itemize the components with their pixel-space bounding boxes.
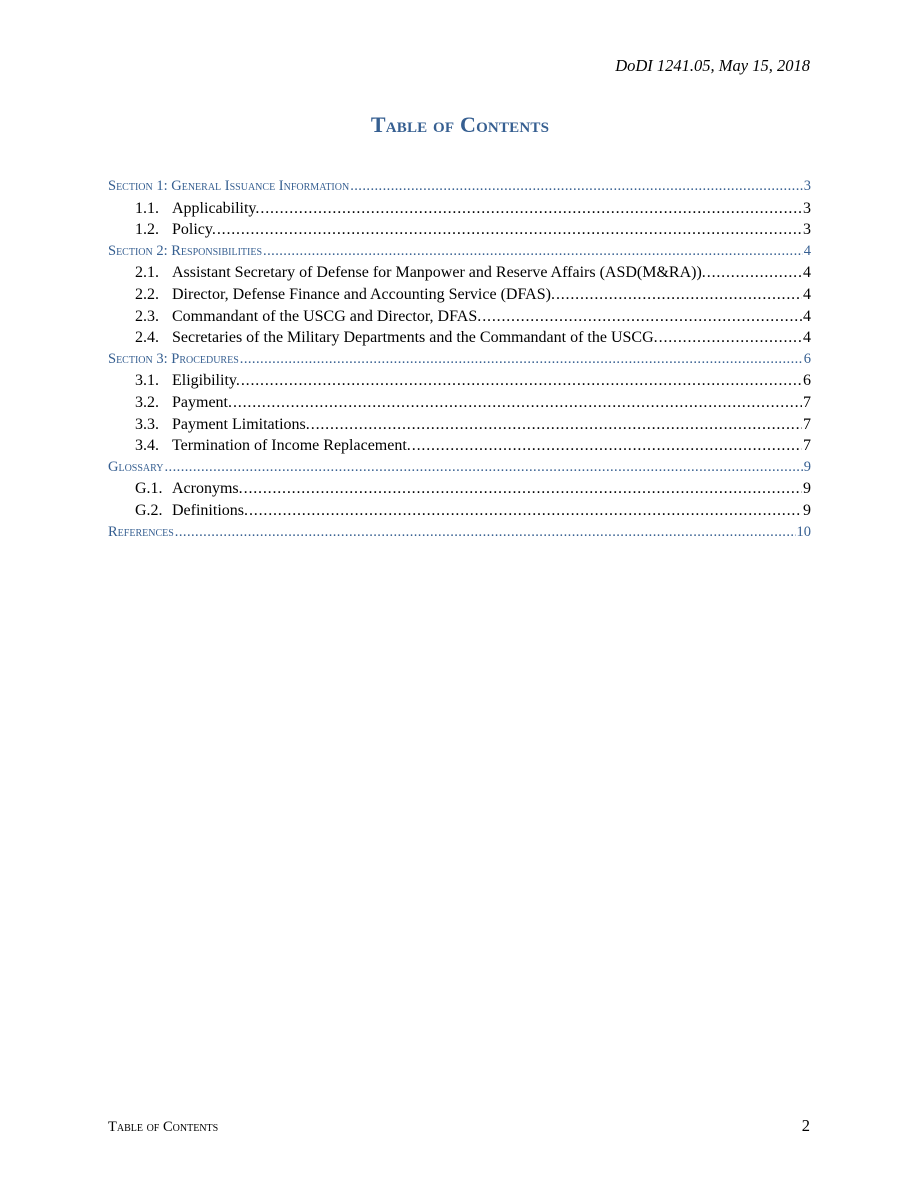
toc-entry-text: Secretaries of the Military Departments and the Commandant of the USCG. bbox=[172, 329, 658, 347]
toc-entry-text: Payment. bbox=[172, 393, 232, 411]
toc-title: Table of Contents bbox=[370, 112, 550, 137]
toc-entry-label bbox=[135, 372, 240, 390]
toc-section-link[interactable] bbox=[108, 243, 811, 265]
toc-dot-leader bbox=[659, 329, 802, 347]
toc-page-number: 4 bbox=[803, 307, 811, 325]
toc-page-number: 9 bbox=[803, 458, 811, 475]
toc-entry-number: 2.3. bbox=[135, 307, 159, 325]
toc-entry-label bbox=[108, 459, 164, 476]
toc-entry-label bbox=[135, 502, 248, 520]
toc-entry-text: Section 3: Procedures bbox=[108, 350, 239, 367]
toc-page-number: 4 bbox=[803, 242, 811, 259]
toc-page-number: 7 bbox=[803, 393, 811, 411]
toc-entry-number: 3.4. bbox=[135, 437, 159, 455]
toc-dot-leader bbox=[165, 459, 803, 476]
toc-page-number: 6 bbox=[803, 372, 811, 390]
toc-dot-leader bbox=[240, 351, 803, 368]
toc-entry-text: Termination of Income Replacement. bbox=[172, 437, 411, 455]
toc-subsection-link[interactable] bbox=[108, 221, 811, 243]
toc-entry-label bbox=[108, 524, 174, 541]
toc-subsection-link[interactable] bbox=[108, 264, 811, 286]
toc-entry-number: G.1. bbox=[135, 480, 163, 498]
toc-entry-label bbox=[135, 416, 310, 434]
toc-page-number: 7 bbox=[803, 415, 811, 433]
toc-subsection-link[interactable] bbox=[108, 437, 811, 459]
toc-dot-leader bbox=[412, 437, 802, 455]
toc-page-number: 3 bbox=[803, 221, 811, 239]
toc-subsection-link[interactable] bbox=[108, 372, 811, 394]
table-of-contents bbox=[108, 178, 811, 545]
toc-section-link[interactable] bbox=[108, 351, 811, 373]
toc-page-number: 4 bbox=[803, 329, 811, 347]
toc-subsection-link[interactable] bbox=[108, 329, 811, 351]
toc-entry-text: Applicability. bbox=[172, 199, 260, 217]
toc-entry-label bbox=[135, 200, 259, 218]
toc-entry-text: References bbox=[108, 523, 174, 540]
toc-page-number: 6 bbox=[803, 350, 811, 367]
toc-section-link[interactable] bbox=[108, 178, 811, 200]
toc-subsection-link[interactable] bbox=[108, 480, 811, 502]
toc-entry-number: 2.4. bbox=[135, 329, 159, 347]
toc-page-number: 4 bbox=[803, 264, 811, 282]
toc-entry-number: G.2. bbox=[135, 501, 163, 519]
toc-entry-label bbox=[135, 394, 232, 412]
document-header: DoDI 1241.05, May 15, 2018 bbox=[615, 56, 810, 75]
toc-subsection-link[interactable] bbox=[108, 308, 811, 330]
toc-dot-leader bbox=[556, 286, 802, 304]
toc-entry-text: Eligibility. bbox=[172, 372, 240, 390]
toc-page-number: 9 bbox=[803, 501, 811, 519]
toc-page-number: 10 bbox=[796, 523, 811, 540]
toc-subsection-link[interactable] bbox=[108, 286, 811, 308]
toc-dot-leader bbox=[217, 221, 802, 239]
toc-page-number: 7 bbox=[803, 437, 811, 455]
toc-section-link[interactable] bbox=[108, 524, 811, 546]
toc-dot-leader bbox=[249, 502, 802, 520]
toc-entry-text: Director, Defense Finance and Accounting Service (DFAS). bbox=[172, 285, 555, 303]
toc-entry-text: Glossary bbox=[108, 458, 164, 475]
toc-entry-label bbox=[135, 329, 658, 347]
toc-entry-number: 3.1. bbox=[135, 372, 159, 390]
toc-entry-number: 3.2. bbox=[135, 393, 159, 411]
toc-page-number: 4 bbox=[803, 285, 811, 303]
toc-entry-label bbox=[135, 286, 555, 304]
toc-entry-number: 1.1. bbox=[135, 199, 159, 217]
toc-entry-text: Section 1: General Issuance Information bbox=[108, 178, 350, 194]
toc-entry-label bbox=[108, 243, 262, 260]
toc-entry-label bbox=[108, 178, 349, 195]
toc-dot-leader bbox=[260, 200, 802, 218]
toc-entry-number: 2.1. bbox=[135, 264, 159, 282]
toc-entry-number: 3.3. bbox=[135, 415, 159, 433]
toc-page-number: 3 bbox=[803, 199, 811, 217]
toc-entry-label bbox=[135, 221, 216, 239]
toc-subsection-link[interactable] bbox=[108, 394, 811, 416]
toc-subsection-link[interactable] bbox=[108, 416, 811, 438]
toc-entry-label bbox=[135, 480, 243, 498]
toc-dot-leader bbox=[244, 480, 802, 498]
toc-dot-leader bbox=[350, 178, 803, 195]
toc-entry-label bbox=[135, 308, 481, 326]
toc-dot-leader bbox=[233, 394, 802, 412]
toc-entry-text: Payment Limitations. bbox=[172, 415, 310, 433]
toc-page-number: 9 bbox=[803, 480, 811, 498]
toc-entry-text: Section 2: Responsibilities bbox=[108, 242, 263, 259]
toc-entry-label bbox=[135, 437, 411, 455]
toc-dot-leader bbox=[707, 264, 802, 282]
toc-dot-leader bbox=[311, 416, 802, 434]
toc-subsection-link[interactable] bbox=[108, 502, 811, 524]
toc-entry-text: Policy. bbox=[172, 221, 216, 239]
toc-dot-leader bbox=[241, 372, 802, 390]
toc-entry-text: Assistant Secretary of Defense for Manpower and Reserve Affairs (ASD(M&RA)). bbox=[172, 264, 706, 282]
toc-entry-text: Acronyms. bbox=[172, 480, 243, 498]
toc-section-link[interactable] bbox=[108, 459, 811, 481]
footer-section-label: Table of Contents bbox=[108, 1119, 219, 1135]
toc-entry-label bbox=[135, 264, 706, 282]
toc-dot-leader bbox=[175, 524, 796, 541]
toc-dot-leader bbox=[482, 308, 802, 326]
toc-entry-label bbox=[108, 351, 239, 368]
toc-entry-text: Commandant of the USCG and Director, DFAS. bbox=[172, 307, 482, 325]
toc-subsection-link[interactable] bbox=[108, 200, 811, 222]
toc-page-number: 3 bbox=[803, 178, 811, 194]
toc-dot-leader bbox=[263, 243, 803, 260]
page-number: 2 bbox=[801, 1116, 810, 1135]
toc-entry-text: Definitions. bbox=[172, 501, 248, 519]
toc-entry-number: 2.2. bbox=[135, 285, 159, 303]
toc-entry-number: 1.2. bbox=[135, 221, 159, 239]
